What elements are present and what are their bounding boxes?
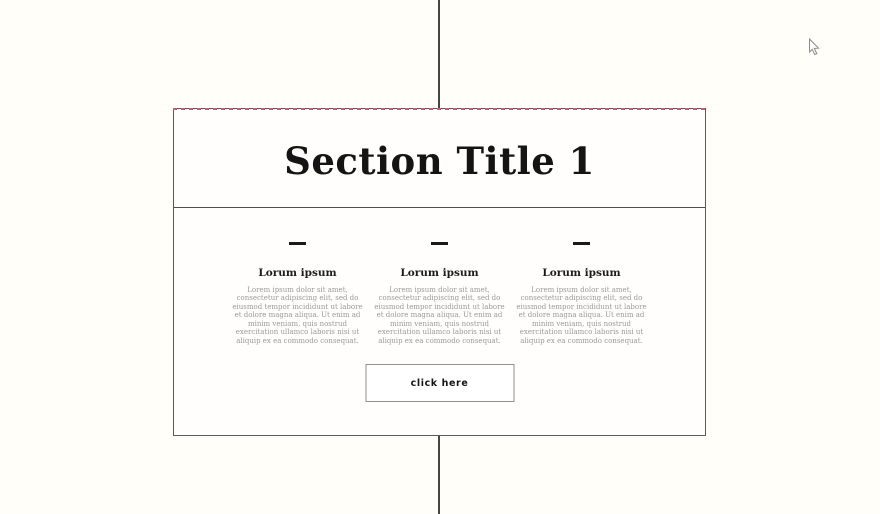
click-here-button-label: click here — [410, 377, 469, 389]
column-divider-dash — [289, 242, 306, 245]
section-block[interactable] — [173, 108, 706, 436]
column-heading: Lorum ipsum — [542, 266, 621, 279]
column-heading: Lorum ipsum — [400, 266, 479, 279]
center-guide-line-bottom — [438, 435, 440, 514]
content-section — [174, 208, 705, 435]
column-body-text: Lorem ipsum dolor sit amet, consectetur adipiscing elit, sed do eiusmod tempor incididunt ut labore et dolore magna aliqua. Ut enim ad minim veniam, quis nostrud exercitation ullamco laboris nisi ut aliquip ex ea commodo consequat. — [374, 285, 505, 346]
center-guide-line-top — [438, 0, 440, 109]
title-section[interactable] — [174, 109, 705, 208]
column-2[interactable] — [371, 242, 509, 346]
column-heading: Lorum ipsum — [258, 266, 337, 279]
section-title: Section Title 1 — [284, 139, 595, 183]
column-body-text: Lorem ipsum dolor sit amet, consectetur adipiscing elit, sed do eiusmod tempor incididunt ut labore et dolore magna aliqua. Ut enim ad minim veniam, quis nostrud exercitation ullamco laboris nisi ut aliquip ex ea commodo consequat. — [516, 285, 647, 346]
column-body-text: Lorem ipsum dolor sit amet, consectetur adipiscing elit, sed do eiusmod tempor incididunt ut labore et dolore magna aliqua. Ut enim ad minim veniam, quis nostrud exercitation ullamco laboris nisi ut aliquip ex ea commodo consequat. — [232, 285, 363, 346]
click-here-button[interactable] — [365, 364, 514, 402]
columns-row — [174, 208, 705, 346]
column-divider-dash — [431, 242, 448, 245]
column-divider-dash — [573, 242, 590, 245]
column-3[interactable] — [513, 242, 651, 346]
column-1[interactable] — [229, 242, 367, 346]
cursor-arrow-icon — [808, 38, 821, 57]
